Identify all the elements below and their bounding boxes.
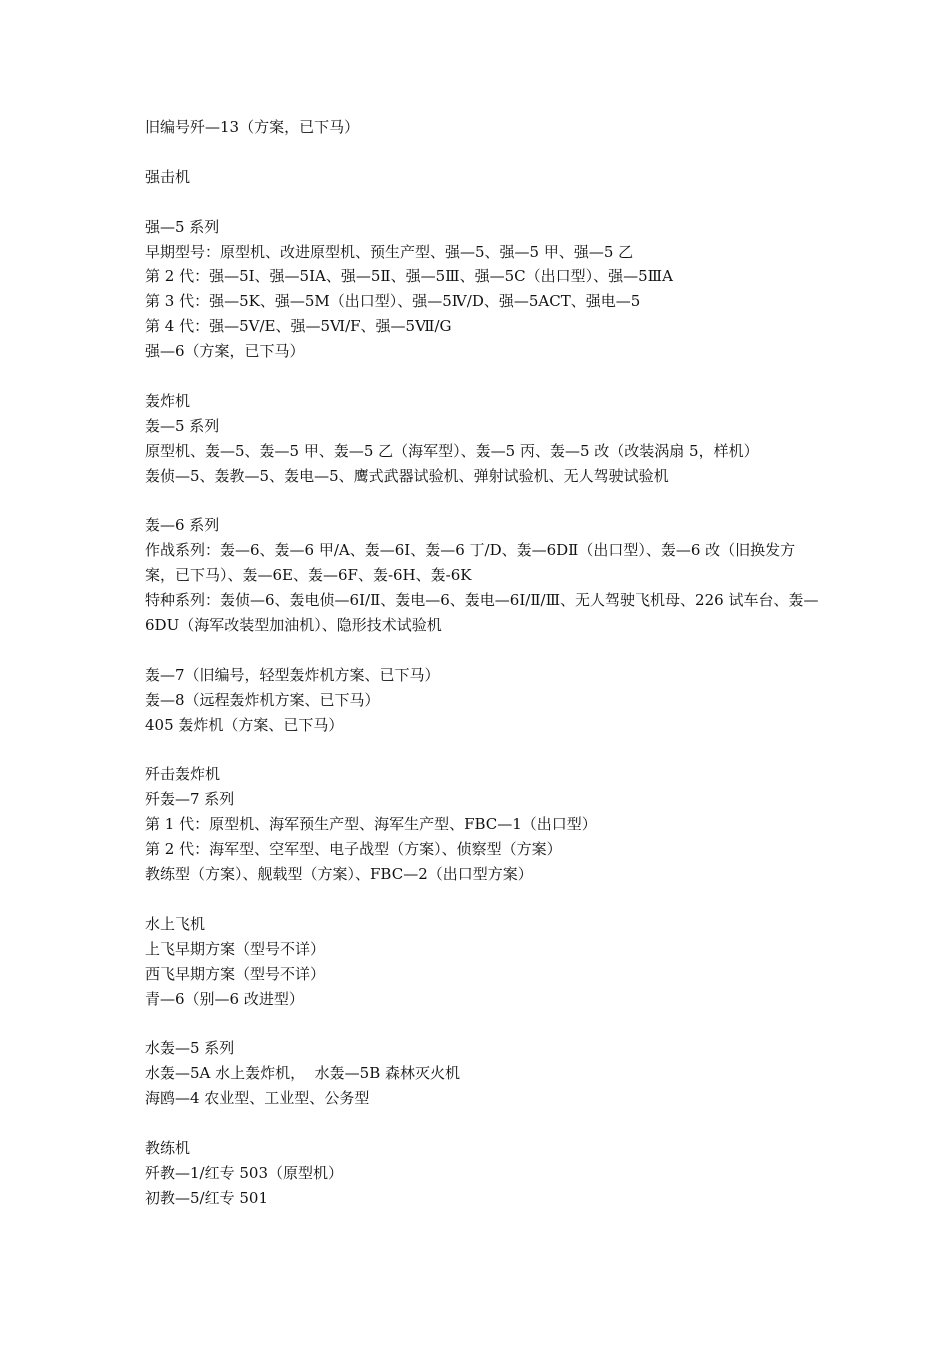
blank-line: [145, 489, 825, 514]
text-line: 教练机: [145, 1139, 191, 1158]
text-line: 早期型号：原型机、改进原型机、预生产型、强—5、强—5 甲、强—5 乙: [145, 242, 634, 261]
blank-line: [145, 1111, 825, 1136]
text-line: 水轰—5A 水上轰炸机， 水轰—5B 森林灭火机: [145, 1064, 461, 1083]
text-line: 教练型（方案）、舰载型（方案）、FBC—2（出口型方案）: [145, 865, 533, 884]
text-line: 初教—5/红专 501: [145, 1188, 268, 1207]
text-line: 强—5 系列: [145, 217, 220, 236]
text-line: 强击机: [145, 167, 191, 186]
blank-line: [145, 887, 825, 912]
text-line: 轰—7（旧编号，轻型轰炸机方案、已下马）: [145, 665, 440, 684]
text-line: 轰—5 系列: [145, 416, 220, 435]
text-line: 轰炸机: [145, 391, 191, 410]
blank-line: [145, 738, 825, 763]
text-line: 轰侦—5、轰教—5、轰电—5、鹰式武器试验机、弹射试验机、无人驾驶试验机: [145, 466, 669, 485]
text-line: 第 3 代：强—5K、强—5M（出口型）、强—5Ⅳ/D、强—5ACT、强电—5: [145, 292, 641, 311]
text-line: 西飞早期方案（型号不详）: [145, 964, 326, 983]
blank-line: [145, 140, 825, 165]
text-line: 轰—6 系列: [145, 516, 220, 535]
text-line: 第 2 代：强—5Ⅰ、强—5ⅠA、强—5Ⅱ、强—5Ⅲ、强—5C（出口型）、强—5ⅢA: [145, 267, 673, 286]
text-line: 水上飞机: [145, 914, 206, 933]
text-line: 第 2 代：海军型、空军型、电子战型（方案）、侦察型（方案）: [145, 840, 562, 859]
text-line: 海鸥—4 农业型、工业型、公务型: [145, 1089, 370, 1108]
text-line: 第 1 代：原型机、海军预生产型、海军生产型、FBC—1（出口型）: [145, 815, 597, 834]
text-line: 第 4 代：强—5Ⅴ/E、强—5Ⅵ/F、强—5Ⅶ/G: [145, 317, 452, 336]
text-line: 轰—8（远程轰炸机方案、已下马）: [145, 690, 380, 709]
blank-line: [145, 638, 825, 663]
blank-line: [145, 190, 825, 215]
text-line: 水轰—5 系列: [145, 1039, 235, 1058]
text-line: 原型机、轰—5、轰—5 甲、轰—5 乙（海军型）、轰—5 丙、轰—5 改（改装涡扇 5，样机）: [145, 441, 759, 460]
text-line: 特种系列：轰侦—6、轰电侦—6Ⅰ/Ⅱ、轰电—6、轰电—6Ⅰ/Ⅱ/Ⅲ、无人驾驶飞机母、226 试车台、轰—6DU（海军改装型加油机）、隐形技术试验机: [145, 591, 819, 635]
document-page: [145, 115, 825, 1211]
text-line: 歼轰—7 系列: [145, 790, 235, 809]
text-line: 歼教—1/红专 503（原型机）: [145, 1163, 343, 1182]
text-line: 歼击轰炸机: [145, 765, 221, 784]
blank-line: [145, 364, 825, 389]
text-line: 405 轰炸机（方案、已下马）: [145, 715, 344, 734]
text-line: 旧编号歼—13（方案，已下马）: [145, 118, 360, 136]
text-line: 作战系列：轰—6、轰—6 甲/A、轰—6Ⅰ、轰—6 丁/D、轰—6DⅡ（出口型）、轰—6 改（旧换发方案，已下马）、轰—6E、轰—6F、轰-6H、轰-6K: [145, 541, 796, 585]
text-line: 青—6（别—6 改进型）: [145, 989, 304, 1008]
text-line: 上飞早期方案（型号不详）: [145, 939, 326, 958]
document-body: [145, 115, 825, 1211]
blank-line: [145, 1012, 825, 1037]
text-line: 强—6（方案，已下马）: [145, 342, 305, 361]
